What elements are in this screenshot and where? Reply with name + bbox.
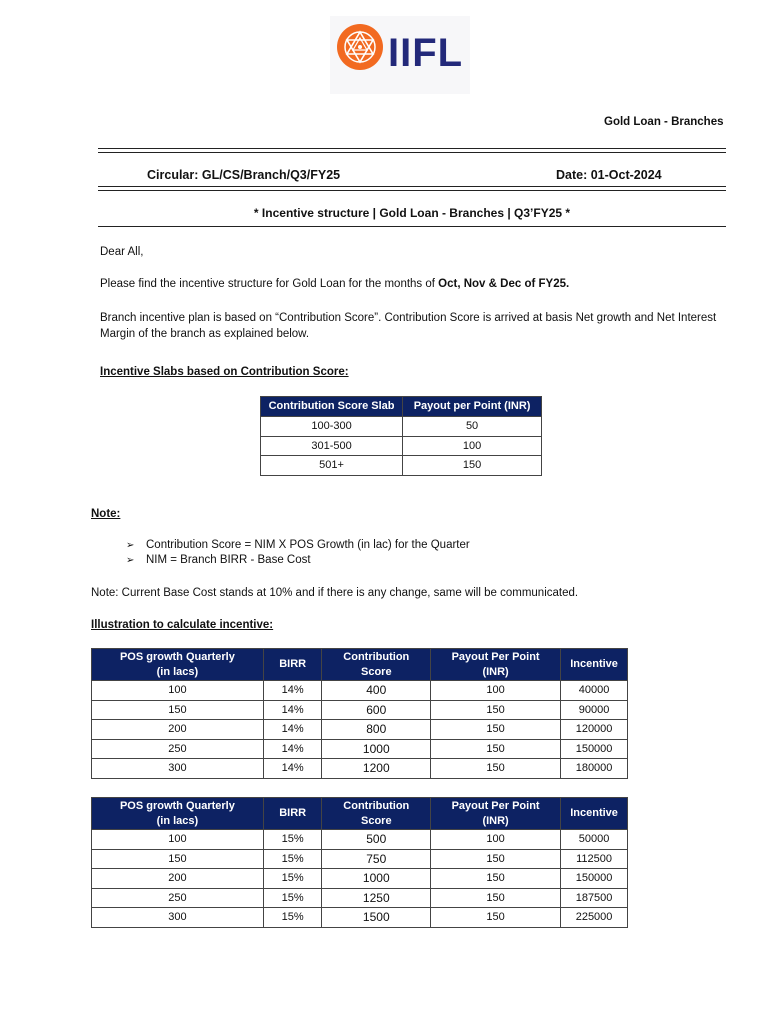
plan-paragraph-line2: Margin of the branch as explained below. [100,328,310,340]
incentive-cell: 187500 [561,888,628,908]
header-text: POS growth Quarterly [119,799,235,812]
payout-cell: 150 [431,700,561,720]
intro-text: Please find the incentive structure for Gold Loan for the months of [100,278,439,290]
list-item [126,553,470,568]
pos-growth-header [92,649,264,681]
table-row [261,456,542,476]
payout-cell: 150 [431,888,561,908]
table-row [92,830,628,850]
illustration-heading: Illustration to calculate incentive: [91,619,274,631]
score-cell: 750 [322,849,431,869]
pos-cell: 200 [92,720,264,740]
pos-growth-header [92,798,264,830]
table-row [261,417,542,437]
incentive-cell: 112500 [561,849,628,869]
payout-cell: 50 [403,417,542,437]
slab-cell: 501+ [261,456,403,476]
birr-cell: 14% [263,681,322,701]
payout-cell: 150 [431,739,561,759]
base-cost-note: Note: Current Base Cost stands at 10% and if there is any change, same will be communicated. [91,587,579,599]
header-text: (in lacs) [156,814,199,827]
birr-cell: 14% [263,739,322,759]
payout-cell: 150 [431,849,561,869]
score-cell: 1000 [322,739,431,759]
birr-cell: 15% [263,888,322,908]
table-row [261,436,542,456]
score-cell: 1500 [322,908,431,928]
incentive-cell: 90000 [561,700,628,720]
score-cell: 500 [322,830,431,850]
header-text: (INR) [482,814,509,827]
divider [98,186,726,187]
slabs-heading: Incentive Slabs based on Contribution Score: [100,366,349,378]
header-text: Payout Per Point [451,650,540,663]
birr-cell: 15% [263,869,322,889]
score-cell: 600 [322,700,431,720]
divider [98,148,726,149]
birr-header: BIRR [263,798,322,830]
header-text: Score [360,665,392,678]
header-text: Score [360,814,392,827]
table-row [92,849,628,869]
header-text: (INR) [482,665,509,678]
pos-cell: 300 [92,759,264,779]
incentive-cell: 40000 [561,681,628,701]
table-row [92,681,628,701]
incentive-cell: 225000 [561,908,628,928]
payout-cell: 150 [431,869,561,889]
slab-cell: 100-300 [261,417,403,437]
incentive-cell: 150000 [561,869,628,889]
header-text: (in lacs) [156,665,199,678]
header-text: Contribution [343,799,410,812]
divider [98,152,726,153]
payout-header [431,649,561,681]
payout-cell: 150 [431,720,561,740]
payout-cell: 100 [431,830,561,850]
header-text: Contribution [343,650,410,663]
note-heading: Note: [91,508,121,520]
birr-cell: 14% [263,720,322,740]
divider [98,190,726,191]
department-label: Gold Loan - Branches [604,116,724,128]
intro-months: Oct, Nov & Dec of FY25. [438,278,570,290]
slab-table [260,396,542,476]
score-cell: 1200 [322,759,431,779]
pos-cell: 300 [92,908,264,928]
arrow-bullet-icon: ➢ [126,555,135,566]
illustration-table-15 [91,797,628,928]
payout-cell: 150 [403,456,542,476]
score-cell: 1250 [322,888,431,908]
illustration-table-14 [91,648,628,779]
birr-header: BIRR [263,649,322,681]
yantra-logo-icon [336,23,384,71]
circular-number: Circular: GL/CS/Branch/Q3/FY25 [147,168,341,182]
header-text: POS growth Quarterly [119,650,235,663]
slab-cell: 301-500 [261,436,403,456]
header-text: Payout Per Point [451,799,540,812]
pos-cell: 250 [92,888,264,908]
birr-cell: 14% [263,700,322,720]
payout-cell: 100 [403,436,542,456]
circular-date: Date: 01-Oct-2024 [556,168,662,182]
pos-cell: 150 [92,700,264,720]
arrow-bullet-icon: ➢ [126,540,135,551]
payout-header [431,798,561,830]
table-row [92,700,628,720]
payout-header: Payout per Point (INR) [403,397,542,417]
incentive-cell: 120000 [561,720,628,740]
bullet-text: Contribution Score = NIM X POS Growth (in lac) for the Quarter [146,539,470,551]
table-row [92,888,628,908]
pos-cell: 200 [92,869,264,889]
score-cell: 1000 [322,869,431,889]
score-cell: 400 [322,681,431,701]
incentive-cell: 50000 [561,830,628,850]
score-header [322,649,431,681]
greeting: Dear All, [100,246,144,258]
table-row [92,720,628,740]
score-cell: 800 [322,720,431,740]
intro-paragraph [100,276,569,292]
incentive-header: Incentive [561,649,628,681]
payout-cell: 100 [431,681,561,701]
score-header [322,798,431,830]
birr-cell: 15% [263,849,322,869]
slab-header: Contribution Score Slab [261,397,403,417]
payout-cell: 150 [431,759,561,779]
table-row [92,869,628,889]
table-row [92,908,628,928]
pos-cell: 150 [92,849,264,869]
note-bullets [126,538,470,568]
payout-cell: 150 [431,908,561,928]
incentive-header: Incentive [561,798,628,830]
pos-cell: 250 [92,739,264,759]
pos-cell: 100 [92,830,264,850]
subject-line: * Incentive structure | Gold Loan - Branches | Q3’FY25 * [253,206,571,220]
plan-paragraph-line1: Branch incentive plan is based on “Contribution Score”. Contribution Score is arrived at basis Net growth and Net Interest [100,312,717,324]
divider [98,226,726,227]
pos-cell: 100 [92,681,264,701]
bullet-text: NIM = Branch BIRR - Base Cost [146,554,311,566]
table-row [92,739,628,759]
incentive-cell: 180000 [561,759,628,779]
iifl-logo [330,16,470,94]
logo-text: IIFL [388,31,464,75]
list-item [126,538,470,553]
birr-cell: 15% [263,830,322,850]
birr-cell: 15% [263,908,322,928]
birr-cell: 14% [263,759,322,779]
incentive-cell: 150000 [561,739,628,759]
table-row [92,759,628,779]
